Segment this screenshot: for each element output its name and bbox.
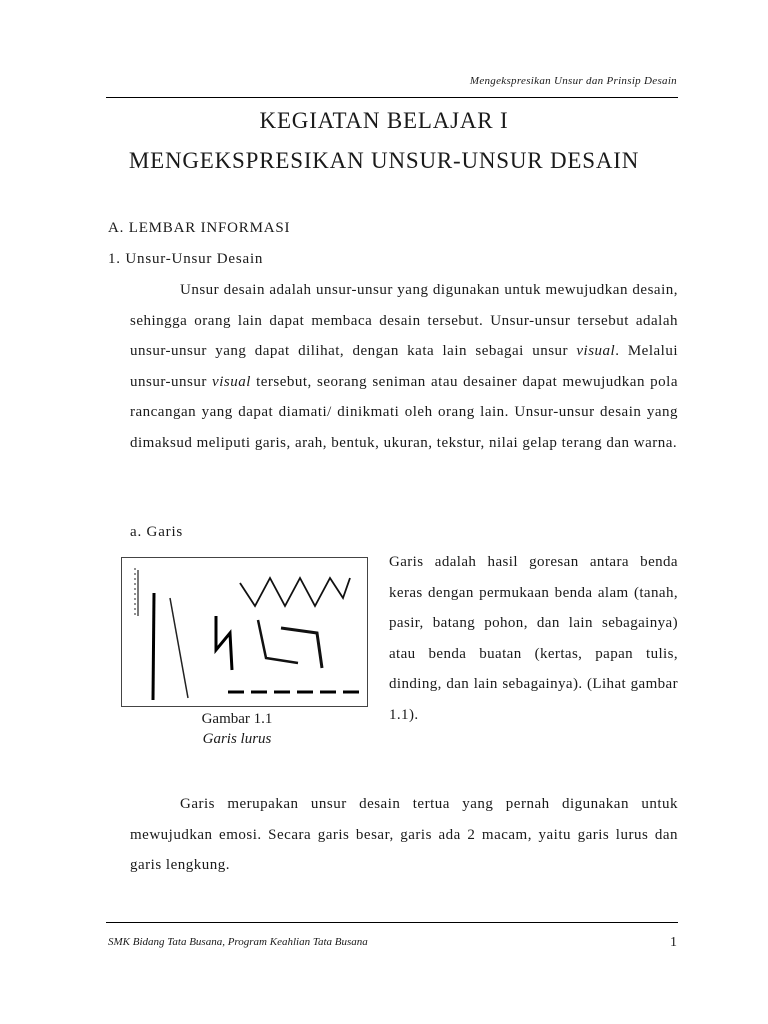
intro-italic-visual-1: visual (576, 343, 616, 360)
figure-garis-lurus (121, 557, 368, 707)
intro-paragraph (130, 275, 678, 459)
subsection-garis: a. Garis (130, 524, 184, 540)
closing-paragraph-text: Garis merupakan unsur desain tertua yang pernah digunakan untuk mewujudkan emosi. Secara garis besar, garis ada 2 macam, yaitu garis lurus dan garis lengkung. (130, 796, 678, 874)
running-header: Mengekspresikan Unsur dan Prinsip Desain (469, 75, 677, 87)
zigzag-line (240, 578, 350, 606)
chapter-subtitle: MENGEKSPRESIKAN UNSUR-UNSUR DESAIN (128, 148, 640, 173)
intro-paragraph-text (130, 275, 678, 459)
footer-rule (106, 922, 678, 923)
footer-text: SMK Bidang Tata Busana, Program Keahlian Tata Busana (108, 936, 368, 948)
subsection-heading: 1. Unsur-Unsur Desain (108, 251, 264, 267)
figure-caption-title: Garis lurus (202, 731, 272, 747)
intro-text-part3: tersebut, seorang seniman atau desainer dapat mewujudkan pola rancangan yang dapat diamati/ dinikmati oleh orang lain. Unsur-unsur desain yang dimaksud meliputi garis, arah, bentuk, ukuran, tekstur, nilai gelap terang dan warna. (130, 373, 678, 451)
chapter-title: KEGIATAN BELAJAR I (259, 108, 509, 133)
zigzag-stroke (216, 616, 232, 670)
intro-text-part2: . Melalui unsur-unsur (130, 343, 678, 390)
closing-paragraph (130, 789, 678, 881)
header-rule (106, 97, 678, 98)
garis-paragraph-text: Garis adalah hasil goresan antara benda keras dengan permukaan benda alam (tanah, pasir, batang pohon, dan lain sebagainya) atau benda buatan (kertas, papan tulis, dinding, dan lain sebagainya). (Lihat gambar 1.1). (389, 554, 678, 723)
thick-vertical-line (153, 593, 154, 700)
intro-text-part1: Unsur desain adalah unsur-unsur yang digunakan untuk mewujudkan desain, sehingga orang lain dapat membaca desain tersebut. Unsur-unsur tersebut adalah unsur-unsur yang dapat dilihat, dengan kata lain sebagai unsur (130, 282, 678, 360)
section-heading: A. LEMBAR INFORMASI (108, 220, 291, 236)
angled-line (258, 620, 298, 663)
figure-caption-number: Gambar 1.1 (201, 711, 273, 727)
page-number: 1 (670, 935, 677, 950)
straight-lines-illustration (122, 558, 367, 706)
garis-paragraph (389, 547, 678, 731)
slanted-line (170, 598, 188, 698)
intro-italic-visual-2: visual (212, 373, 251, 390)
